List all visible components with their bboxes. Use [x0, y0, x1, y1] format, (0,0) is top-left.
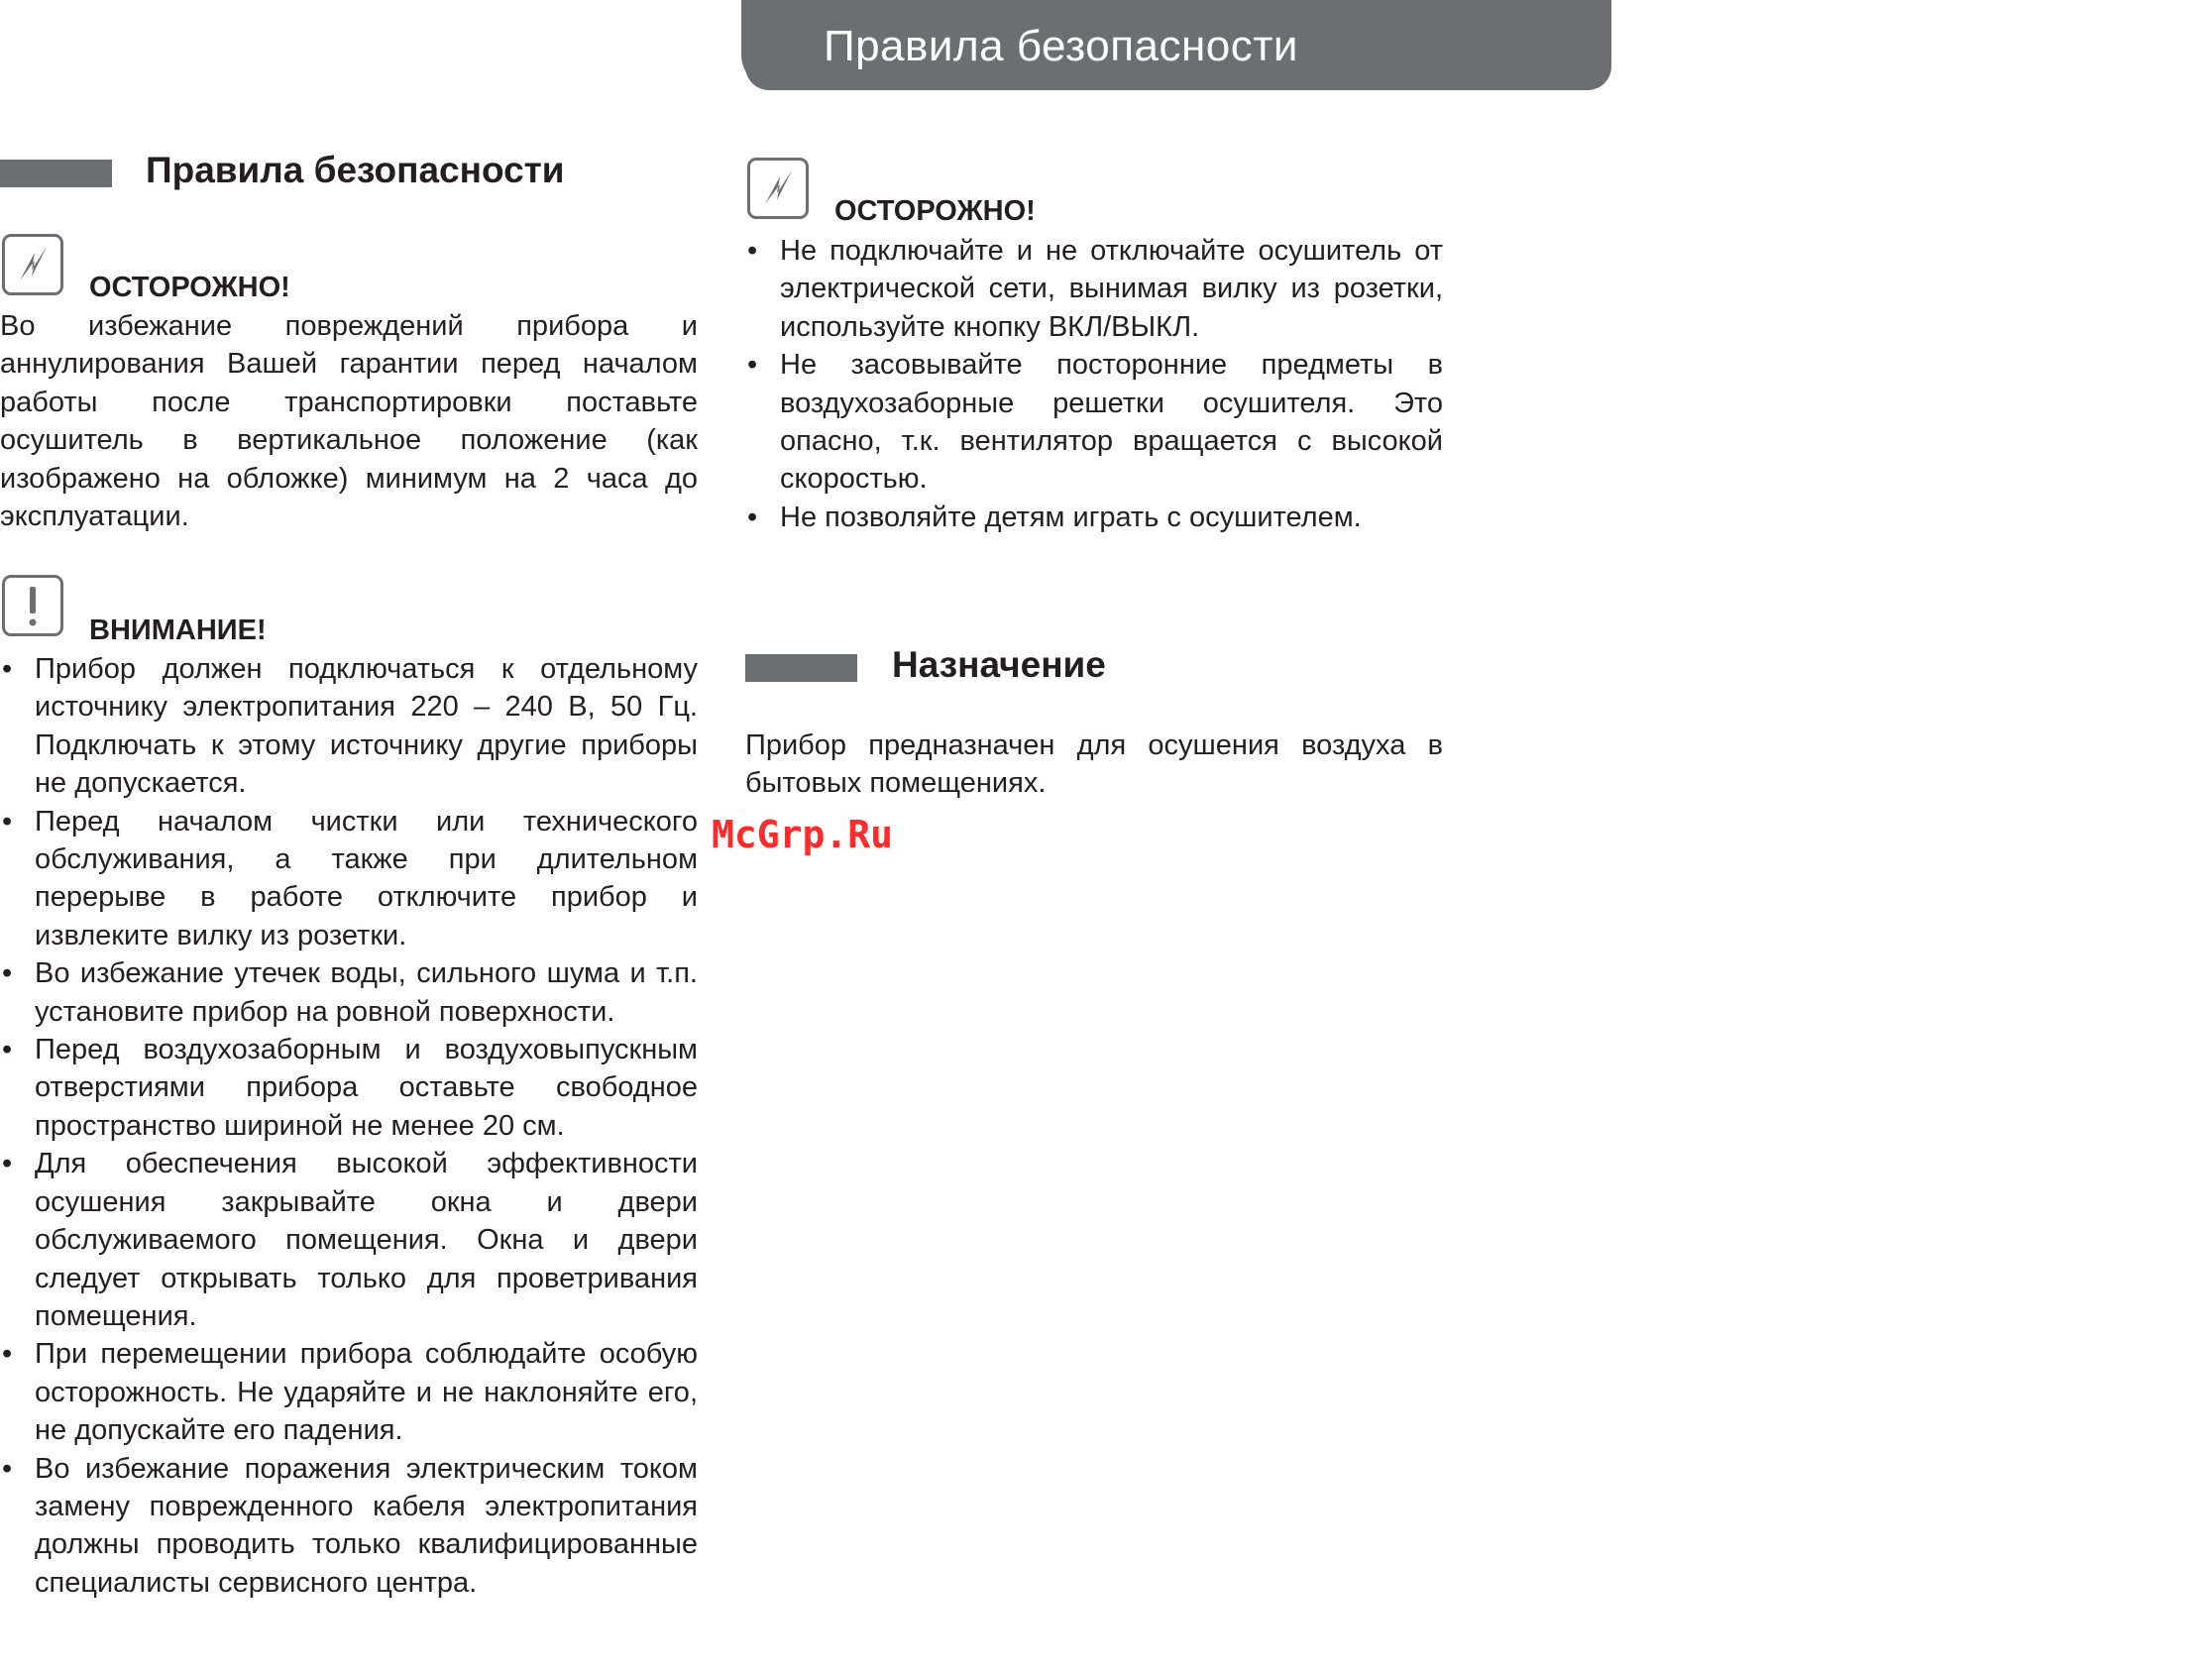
lightning-icon: [2, 234, 63, 295]
lightning-icon: [747, 158, 809, 219]
list-item: • Во избежание поражения электрическим током замену поврежденного кабеля электропитания должны проводить только квалифицированные специалисты сервисного центра.: [0, 1450, 698, 1603]
list-item: • Перед началом чистки или технического обслуживания, а также при длительном перерыве в работе отключите прибор и извлеките вилку из розетки.: [0, 803, 698, 955]
exclamation-icon: [2, 575, 63, 636]
caution-label: ОСТОРОЖНО!: [89, 272, 290, 303]
attention-list: [0, 650, 698, 1602]
purpose-text: Прибор предназначен для осушения воздуха в бытовых помещениях.: [745, 729, 1443, 800]
section-bar: [745, 654, 857, 682]
header-title: Правила безопасности: [823, 22, 1298, 70]
caution-text: Во избежание повреждений прибора и аннулирования Вашей гарантии перед началом работы после транспортировки поставьте осушитель в вертикальное положение (как изображено на обложке) минимум на 2 часа до эксплуатации.: [0, 310, 698, 533]
list-item: • Перед воздухозаборным и воздуховыпускным отверстиями прибора оставьте свободное пространство шириной не менее 20 см.: [0, 1031, 698, 1145]
header-tab: [745, 0, 2212, 90]
section-title: Правила безопасности: [146, 150, 565, 190]
list-item: • Не засовывайте посторонние предметы в воздухозаборные решетки осушителя. Это опасно, т.к. вентилятор вращается с высокой скоростью.: [745, 346, 1443, 499]
purpose-title: Назначение: [892, 644, 1106, 685]
list-item: • Во избежание утечек воды, сильного шума и т.п. установите прибор на ровной поверхности.: [0, 954, 698, 1031]
caution-list: [745, 232, 1443, 536]
list-item: • Не позволяйте детям играть с осушителем.: [745, 499, 1443, 536]
list-item: • Не подключайте и не отключайте осушитель от электрической сети, вынимая вилку из розетки, используйте кнопку ВКЛ/ВЫКЛ.: [745, 232, 1443, 346]
section-bar: [0, 160, 112, 187]
list-item: • Для обеспечения высокой эффективности осушения закрывайте окна и двери обслуживаемого помещения. Окна и двери следует открывать только для проветривания помещения.: [0, 1145, 698, 1335]
list-item: • При перемещении прибора соблюдайте особую осторожность. Не ударяйте и не наклоняйте его, не допускайте его падения.: [0, 1335, 698, 1449]
page-number: 3: [2184, 19, 2212, 74]
attention-label: ВНИМАНИЕ!: [89, 615, 267, 646]
header-divider: [2160, 0, 2169, 90]
caution-label: ОСТОРОЖНО!: [834, 195, 1036, 227]
list-item: • Прибор должен подключаться к отдельному источнику электропитания 220 – 240 В, 50 Гц. Подключать к этому источнику другие приборы не допускается.: [0, 650, 698, 803]
watermark: McGrp.Ru: [712, 813, 894, 856]
